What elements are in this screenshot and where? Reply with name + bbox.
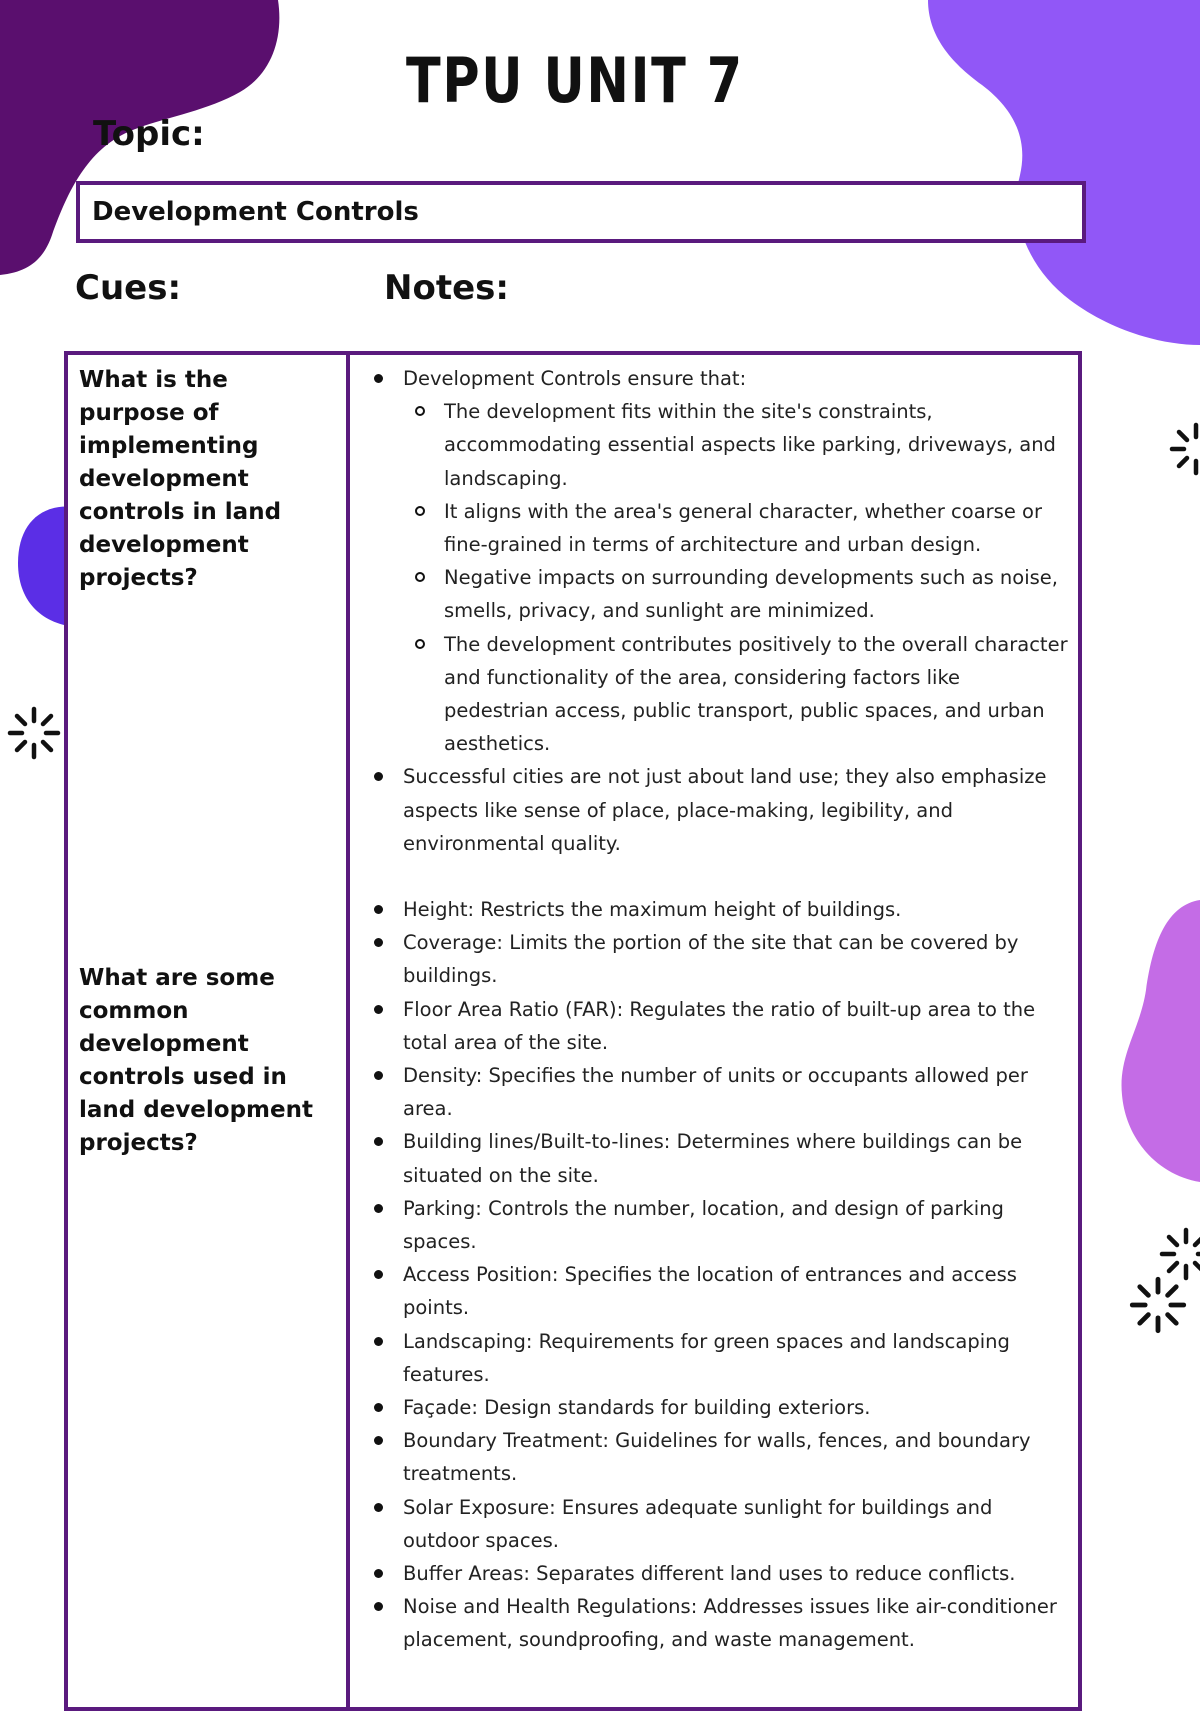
sparkle-icon bbox=[1168, 421, 1200, 477]
cue-question: What are some common development controls used in land development projects? bbox=[79, 965, 313, 1156]
cues-heading: Cues: bbox=[75, 268, 182, 308]
note-bullet: Successful cities are not just about land use; they also emphasize aspects like sense of place, place-making, legibility, and environmental quality. bbox=[362, 760, 1070, 860]
sparkle-icon bbox=[1158, 1226, 1200, 1282]
topic-value: Development Controls bbox=[92, 197, 419, 227]
topic-label: Topic: bbox=[93, 114, 205, 154]
lilac-blob-right bbox=[1118, 900, 1200, 1190]
note-bullet: Boundary Treatment: Guidelines for walls, fences, and boundary treatments. bbox=[362, 1424, 1070, 1490]
cue-question: What is the purpose of implementing development controls in land development projects? bbox=[79, 367, 282, 591]
note-sub-bullet: The development contributes positively to the overall character and functionality of the area, considering factors like pedestrian access, public transport, public spaces, and urban aesthetics. bbox=[403, 628, 1070, 761]
note-bullet: Parking: Controls the number, location, and design of parking spaces. bbox=[362, 1192, 1070, 1258]
note-bullet: Façade: Design standards for building exteriors. bbox=[362, 1391, 1070, 1424]
page-title: TPU UNIT 7 bbox=[406, 44, 744, 117]
note-bullet: Coverage: Limits the portion of the site that can be covered by buildings. bbox=[362, 926, 1070, 992]
note-bullet: Access Position: Specifies the location of entrances and access points. bbox=[362, 1258, 1070, 1324]
note-bullet: Landscaping: Requirements for green spaces and landscaping features. bbox=[362, 1325, 1070, 1391]
note-bullet: Height: Restricts the maximum height of buildings. bbox=[362, 893, 1070, 926]
note-bullet: Noise and Health Regulations: Addresses issues like air-conditioner placement, soundproofing, and waste management. bbox=[362, 1590, 1070, 1656]
note-bullet: Building lines/Built-to-lines: Determines where buildings can be situated on the site. bbox=[362, 1125, 1070, 1191]
note-bullet bbox=[362, 362, 1070, 760]
notes-block bbox=[362, 893, 1070, 1657]
note-bullet: Buffer Areas: Separates different land uses to reduce conflicts. bbox=[362, 1557, 1070, 1590]
note-bullet: Density: Specifies the number of units or occupants allowed per area. bbox=[362, 1059, 1070, 1125]
note-bullet: Solar Exposure: Ensures adequate sunlight for buildings and outdoor spaces. bbox=[362, 1491, 1070, 1557]
note-text: Development Controls ensure that: bbox=[403, 367, 747, 390]
notes-block bbox=[362, 362, 1070, 860]
topic-box bbox=[76, 181, 1086, 243]
note-sub-bullet: The development fits within the site's constraints, accommodating essential aspects like parking, driveways, and landscaping. bbox=[403, 395, 1070, 495]
notes-heading: Notes: bbox=[384, 268, 509, 308]
sparkle-icon bbox=[6, 705, 62, 761]
column-divider bbox=[346, 351, 350, 1711]
violet-blob-top-right bbox=[920, 0, 1200, 350]
sparkle-icon bbox=[1128, 1275, 1188, 1335]
note-sub-bullet: It aligns with the area's general character, whether coarse or fine-grained in terms of architecture and urban design. bbox=[403, 495, 1070, 561]
note-bullet: Floor Area Ratio (FAR): Regulates the ratio of built-up area to the total area of the site. bbox=[362, 993, 1070, 1059]
note-sub-bullet: Negative impacts on surrounding developments such as noise, smells, privacy, and sunlight are minimized. bbox=[403, 561, 1070, 627]
